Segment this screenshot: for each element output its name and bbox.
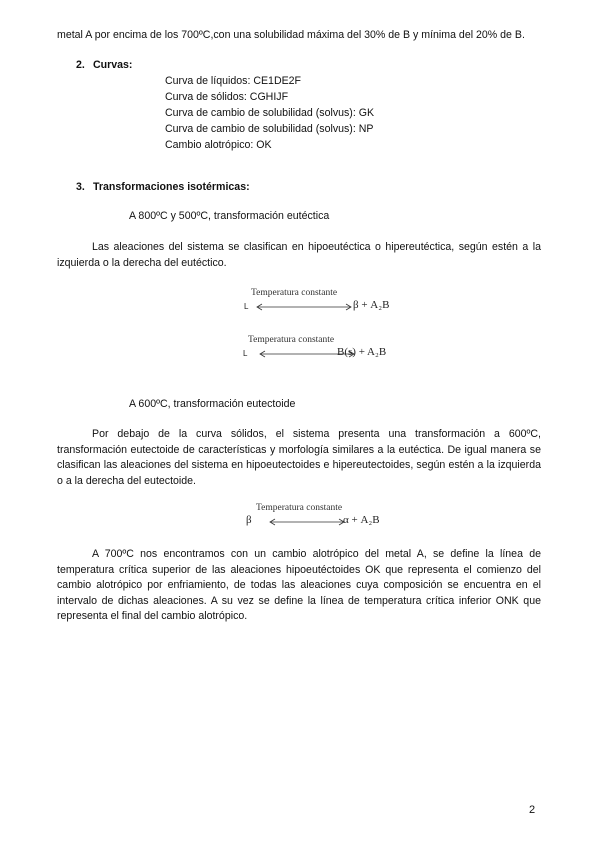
eutectoid-paragraph: Por debajo de la curva sólidos, el sistema presenta una transformación a 600ºC, transformación eutectoide de características y morfología similares a la eutéctica. De igual manera se clasifican las aleaciones del sistema en hipoeutectoides e hipereutectoides, según estén a la izquierda o a la derecha del eutectoide. [57,428,541,487]
double-arrow-icon [268,517,348,527]
curves-list [165,73,374,153]
eutectic-paragraph: Las aleaciones del sistema se clasifican en hipoeutéctica o hipereutéctica, según estén a la izquierda o la derecha del eutéctico. [57,241,541,269]
reaction-eutectoid [246,503,406,533]
reaction-label: Temperatura constante [248,335,335,345]
reaction-eutectic-2 [240,335,410,365]
section-2-title: Curvas: [93,59,133,71]
reaction-label: Temperatura constante [256,503,343,513]
reaction-eutectic-1 [240,288,400,318]
intro-continuation: metal A por encima de los 700ºC,con una solubilidad máxima del 30% de B y mínima del 20% de B. [57,29,525,41]
section-3-title: Transformaciones isotérmicas: [93,181,250,193]
section-2-number: 2. [76,59,85,71]
reaction-reactant: L [243,349,248,358]
curve-item: Curva de cambio de solubilidad (solvus): NP [165,123,374,135]
curve-item: Curva de sólidos: CGHIJF [165,91,289,103]
reaction-reactant: L [244,302,249,311]
double-arrow-icon [255,302,355,312]
allotropic-paragraph: A 700ºC nos encontramos con un cambio alotrópico del metal A, se define la línea de temperatura crítica superior de las aleaciones hipoeutéctoides OK que representa el comienzo del cambio alotrópico por enfriamiento, de todas las aleaciones cuya composición se encuentra en el intervalo de dichas aleaciones. A su vez se define la línea de temperatura crítica inferior ONK que representa el final del cambio alotrópico. [57,548,541,623]
section-2-heading [76,58,132,73]
reaction-label: Temperatura constante [251,288,338,298]
reaction-products: α + A₂B [343,514,380,526]
reaction-products: β + A₂B [353,299,390,311]
curve-item: Curva de líquidos: CE1DE2F [165,75,302,87]
page-number: 2 [529,804,536,816]
section-3-number: 3. [76,181,85,193]
section-3-heading [76,180,250,195]
reaction-reactant: β [246,514,252,526]
eutectic-heading: A 800ºC y 500ºC, transformación eutéctica [129,210,330,222]
eutectoid-heading: A 600ºC, transformación eutectoide [129,398,296,410]
reaction-products: B(s) + A₂B [337,346,387,358]
curve-item: Cambio alotrópico: OK [165,139,272,151]
curve-item: Curva de cambio de solubilidad (solvus): GK [165,107,375,119]
